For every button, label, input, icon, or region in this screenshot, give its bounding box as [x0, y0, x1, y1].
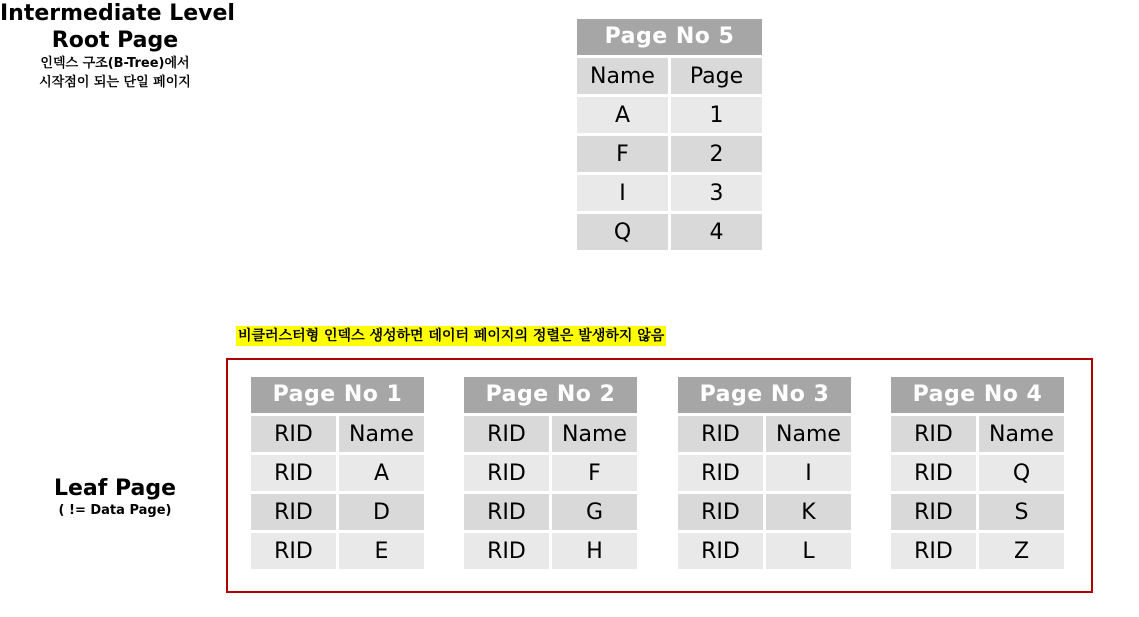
- rid-cell: RID: [678, 494, 763, 530]
- name-cell: I: [577, 175, 668, 211]
- table-header-row: [891, 416, 1064, 452]
- name-cell: K: [766, 494, 851, 530]
- page-title: Page No 4: [891, 377, 1064, 413]
- table-row: [577, 136, 762, 172]
- table-header-row: [577, 58, 762, 94]
- rid-cell: RID: [251, 533, 336, 569]
- rid-cell: RID: [678, 533, 763, 569]
- name-cell: Q: [577, 214, 668, 250]
- rid-cell: RID: [891, 533, 976, 569]
- name-cell: I: [766, 455, 851, 491]
- rid-cell: RID: [678, 455, 763, 491]
- name-cell: F: [552, 455, 637, 491]
- table-header-row: [251, 416, 424, 452]
- rid-cell: RID: [891, 494, 976, 530]
- table-row: [577, 175, 762, 211]
- rid-cell: RID: [251, 455, 336, 491]
- root-page-table: [577, 19, 762, 253]
- page-title: Page No 2: [464, 377, 637, 413]
- name-cell: S: [979, 494, 1064, 530]
- column-header: Name: [577, 58, 668, 94]
- table-header-row: [678, 416, 851, 452]
- column-header: RID: [891, 416, 976, 452]
- leaf-page-table-4: [891, 377, 1064, 572]
- name-cell: D: [339, 494, 424, 530]
- name-cell: L: [766, 533, 851, 569]
- page-cell: 1: [671, 97, 762, 133]
- column-header: Name: [339, 416, 424, 452]
- name-cell: E: [339, 533, 424, 569]
- leaf-page-subtitle: ( != Data Page): [58, 503, 172, 518]
- rid-cell: RID: [891, 455, 976, 491]
- leaf-page-label: [20, 476, 210, 520]
- column-header: Name: [766, 416, 851, 452]
- root-page-description-line-1: 인덱스 구조(B-Tree)에서: [40, 56, 190, 71]
- leaf-page-table-1: [251, 377, 424, 572]
- root-page-description-line-2: 시작점이 되는 단일 페이지: [39, 75, 191, 90]
- column-header: Name: [979, 416, 1064, 452]
- table-row: [577, 97, 762, 133]
- name-cell: H: [552, 533, 637, 569]
- table-row: [891, 455, 1064, 491]
- table-row: [251, 533, 424, 569]
- rid-cell: RID: [464, 455, 549, 491]
- page-title: Page No 1: [251, 377, 424, 413]
- table-row: [678, 455, 851, 491]
- leaf-page-title: Leaf Page: [53, 476, 177, 501]
- table-row: [464, 494, 637, 530]
- column-header: RID: [464, 416, 549, 452]
- nonclustered-index-note: 비클러스터형 인덱스 생성하면 데이터 페이지의 정렬은 발생하지 않음: [238, 328, 665, 344]
- name-cell: F: [577, 136, 668, 172]
- name-cell: Z: [979, 533, 1064, 569]
- table-row: [464, 455, 637, 491]
- column-header: Page: [671, 58, 762, 94]
- rid-cell: RID: [251, 494, 336, 530]
- name-cell: G: [552, 494, 637, 530]
- name-cell: A: [339, 455, 424, 491]
- column-header: RID: [678, 416, 763, 452]
- table-row: [464, 533, 637, 569]
- table-row: [251, 494, 424, 530]
- table-header-row: [464, 416, 637, 452]
- column-header: Name: [552, 416, 637, 452]
- page-title: Page No 5: [577, 19, 762, 55]
- page-cell: 2: [671, 136, 762, 172]
- table-row: [577, 214, 762, 250]
- table-row: [891, 494, 1064, 530]
- leaf-page-table-2: [464, 377, 637, 572]
- intermediate-level-label: Intermediate Level: [0, 1, 235, 26]
- table-row: [891, 533, 1064, 569]
- page-cell: 4: [671, 214, 762, 250]
- root-page-label: [10, 28, 220, 92]
- rid-cell: RID: [464, 494, 549, 530]
- rid-cell: RID: [464, 533, 549, 569]
- column-header: RID: [251, 416, 336, 452]
- name-cell: Q: [979, 455, 1064, 491]
- table-row: [678, 533, 851, 569]
- name-cell: A: [577, 97, 668, 133]
- page-cell: 3: [671, 175, 762, 211]
- table-row: [251, 455, 424, 491]
- table-row: [678, 494, 851, 530]
- leaf-page-table-3: [678, 377, 851, 572]
- root-page-title: Root Page: [51, 28, 179, 53]
- page-title: Page No 3: [678, 377, 851, 413]
